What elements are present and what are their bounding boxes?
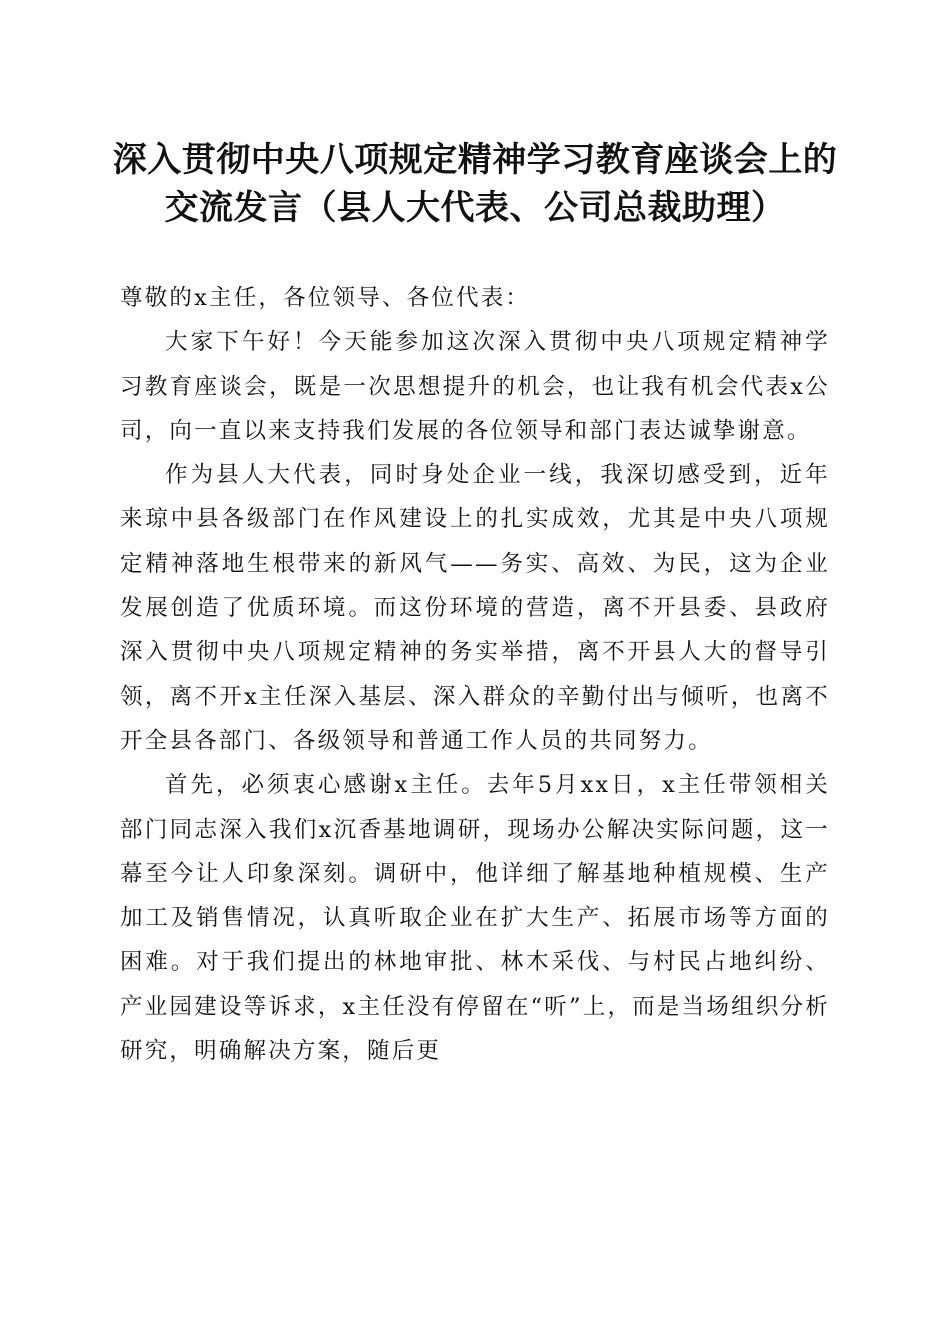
paragraph-delegate-perspective: 作为县人大代表，同时身处企业一线，我深切感受到，近年来琼中县各级部门在作风建设上的扎实成效，尤其是中央八项规定精神落地生根带来的新风气——务实、高效、为民，这为企业发展创造了优质环境。而这份环境的营造，离不开县委、县政府深入贯彻中央八项规定精神的务实举措，离不开县人大的督导引领，离不开x主任深入基层、深入群众的辛勤付出与倾听，也离不开全县各部门、各级领导和普通工作人员的共同努力。 — [120, 462, 830, 754]
salutation: 尊敬的x主任，各位领导、各位代表： — [120, 285, 531, 311]
document-body — [120, 276, 830, 1073]
paragraph-thanks-director: 首先，必须衷心感谢x主任。去年5月xx日，x主任带领相关部门同志深入我们x沉香基地调研，现场办公解决实际问题，这一幕至今让人印象深刻。调研中，他详细了解基地种植规模、生产加工及销售情况，认真听取企业在扩大生产、拓展市场等方面的困难。对于我们提出的林地审批、林木采伐、与村民占地纠纷、产业园建设等诉求，x主任没有停留在“听”上，而是当场组织分析研究，明确解决方案，随后更 — [120, 772, 830, 1065]
paragraph-greeting: 大家下午好！今天能参加这次深入贯彻中央八项规定精神学习教育座谈会，既是一次思想提升的机会，也让我有机会代表x公司，向一直以来支持我们发展的各位领导和部门表达诚挚谢意。 — [120, 329, 830, 444]
document-title: 深入贯彻中央八项规定精神学习教育座谈会上的交流发言（县人大代表、公司总裁助理） — [112, 140, 838, 228]
